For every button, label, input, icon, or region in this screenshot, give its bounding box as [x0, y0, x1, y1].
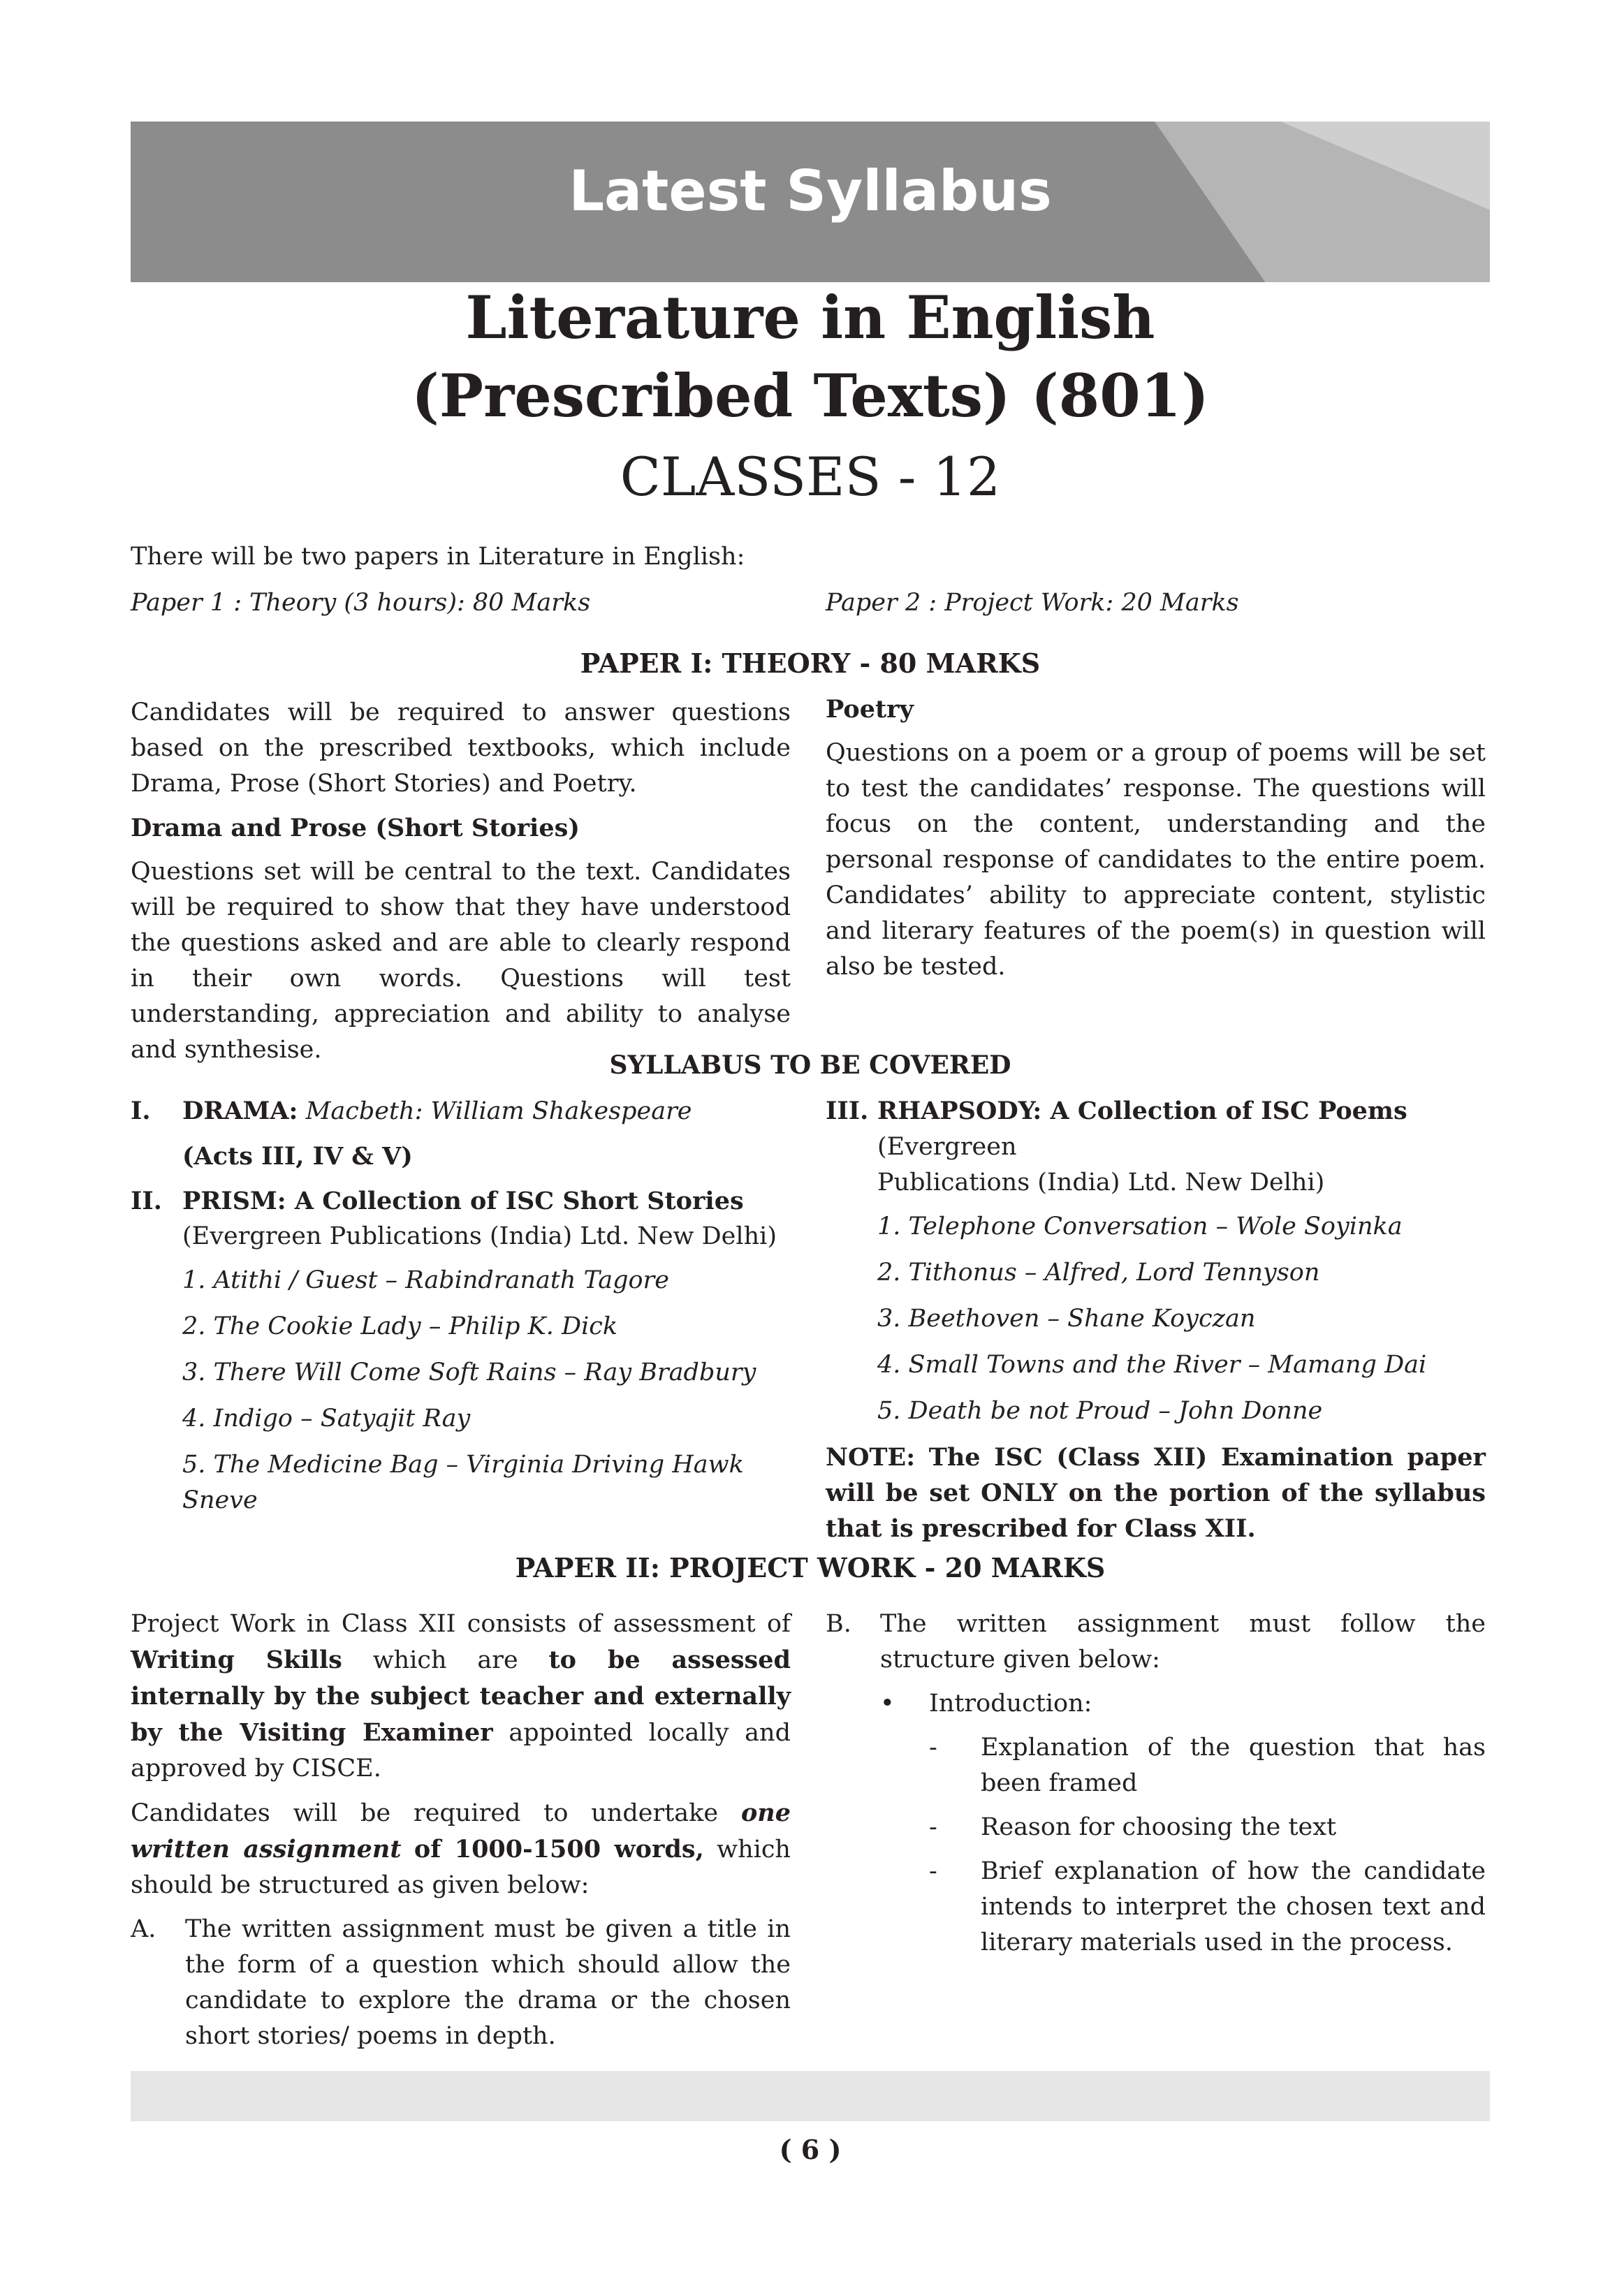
project-work-paragraph: [131, 1606, 791, 1787]
page-number: ( 6 ): [779, 2134, 842, 2165]
list-item: [929, 1854, 1486, 1961]
list-item: 2. Tithonus – Alfred, Lord Tennyson: [877, 1259, 1320, 1287]
list-item: 1. Atithi / Guest – Rabindranath Tagore: [182, 1266, 669, 1294]
item-b-text: The written assignment must follow the structure given below:: [880, 1610, 1486, 1674]
drama-acts-text: (Acts III, IV & V): [182, 1142, 413, 1171]
footer-bar: [131, 2071, 1490, 2121]
rhapsody-publisher-b: Publications (India) Ltd. New Delhi): [877, 1169, 1325, 1196]
dash-mark: -: [929, 1857, 937, 1885]
rhapsody-publisher-a: (Evergreen: [877, 1133, 1017, 1161]
prism-label: PRISM: A Collection of ISC Short Stories: [182, 1187, 744, 1215]
assignment-emphasis: one written assignment: [131, 1799, 791, 1864]
bullet-mark: •: [880, 1690, 895, 1718]
list-item: [929, 1730, 1486, 1801]
prism-number: II.: [131, 1187, 162, 1215]
dash-mark: -: [929, 1734, 937, 1762]
project-text-a: Project Work in Class XII consists of assessment of: [131, 1610, 791, 1638]
paper1-marks: Paper 1 : Theory (3 hours): 80 Marks: [131, 589, 591, 617]
introduction-bullet: [880, 1686, 1486, 1722]
list-item: 5. The Medicine Bag – Virginia Driving Hawk Sneve: [182, 1451, 744, 1514]
drama-number: I.: [131, 1097, 151, 1125]
paper2-marks: Paper 2 : Project Work: 20 Marks: [826, 589, 1239, 617]
paper2-left-column: [131, 1606, 791, 2063]
rhapsody-label: RHAPSODY: A Collection of ISC Poems: [877, 1097, 1407, 1125]
assignment-text-d: which should be structured as given below:: [131, 1836, 791, 1899]
list-item: 4. Indigo – Satyajit Ray: [182, 1405, 471, 1433]
list-item: 5. Death be not Proud – John Donne: [877, 1397, 1323, 1425]
dash-text: Reason for choosing the text: [981, 1813, 1337, 1841]
list-item: [929, 1810, 1486, 1845]
list-item: 1. Telephone Conversation – Wole Soyinka: [877, 1213, 1403, 1240]
drama-title: Macbeth: William Shakespeare: [305, 1097, 692, 1125]
dash-text: Brief explanation of how the candidate intends to interpret the chosen text and literary materials used in the process.: [981, 1857, 1486, 1956]
drama-label: DRAMA:: [182, 1097, 298, 1125]
word-count-text: of 1000-1500 words,: [414, 1835, 704, 1864]
item-a-text: The written assignment must be given a title in the form of a question which should allow the candidate to explore the drama or the chosen short stories/ poems in depth.: [185, 1915, 791, 2050]
banner-title: Latest Syllabus: [569, 159, 1052, 224]
document-subtitle: (Prescribed Texts) (801): [411, 361, 1209, 430]
paper2-heading: PAPER II: PROJECT WORK - 20 MARKS: [515, 1552, 1106, 1583]
prism-item: [131, 1183, 791, 1254]
rhapsody-poem-list: [877, 1209, 1486, 1429]
syllabus-right-column: [826, 1093, 1486, 1546]
poetry-subheading: Poetry: [826, 695, 914, 724]
prism-publisher: (Evergreen Publications (India) Ltd. New Delhi): [182, 1222, 777, 1250]
item-b-label: B.: [826, 1610, 851, 1638]
drama-item: [131, 1093, 791, 1129]
list-item: 2. The Cookie Lady – Philip K. Dick: [182, 1312, 618, 1340]
assessment-text: to be assessed internally by the subject teacher and externally by the Visiting Examiner: [131, 1646, 791, 1747]
project-text-e: appointed locally and approved by CISCE.: [131, 1719, 791, 1782]
paper1-intro-paragraph: Candidates will be required to answer questions based on the prescribed textbooks, which include Drama, Prose (Short Stories) and Poetry.: [131, 698, 791, 798]
syllabus-note: NOTE: The ISC (Class XII) Examination paper will be set ONLY on the portion of the syllabus that is prescribed for Class XII.: [826, 1443, 1486, 1543]
drama-acts: [131, 1139, 791, 1174]
list-item: 4. Small Towns and the River – Mamang Dai: [877, 1351, 1427, 1379]
poetry-paragraph: Questions on a poem or a group of poems will be set to test the candidates’ response. The questions will focus on the content, understanding and the personal response of candidates to the entire poem. Candidates’ ability to appreciate content, stylistic and literary features of the poem(s) in question will also be tested.: [826, 739, 1486, 981]
header-banner: [131, 122, 1490, 282]
intro-text: There will be two papers in Literature in English:: [131, 543, 745, 571]
syllabus-heading: SYLLABUS TO BE COVERED: [609, 1051, 1011, 1080]
introduction-text: Introduction:: [929, 1690, 1092, 1718]
list-item: 3. There Will Come Soft Rains – Ray Bradbury: [182, 1359, 756, 1386]
paper1-right-column: [826, 691, 1486, 993]
paper1-heading: PAPER I: THEORY - 80 MARKS: [580, 647, 1041, 679]
rhapsody-item: [826, 1093, 1486, 1201]
dash-text: Explanation of the question that has been framed: [981, 1734, 1486, 1797]
dash-mark: -: [929, 1813, 937, 1841]
drama-prose-subheading: Drama and Prose (Short Stories): [131, 814, 580, 842]
paper2-right-column: [826, 1606, 1486, 1969]
prism-story-list: [182, 1263, 791, 1518]
list-item: 3. Beethoven – Shane Koyczan: [877, 1305, 1256, 1333]
paper1-left-column: [131, 695, 791, 1076]
class-heading: CLASSES - 12: [620, 446, 1001, 508]
writing-skills-text: Writing Skills: [131, 1646, 342, 1674]
item-a-label: A.: [131, 1915, 156, 1943]
assignment-text-a: Candidates will be required to undertake: [131, 1799, 719, 1827]
project-text-c: which are: [372, 1646, 518, 1674]
item-a: [131, 1912, 791, 2054]
syllabus-left-column: [131, 1093, 791, 1529]
item-b: [826, 1606, 1486, 1678]
document-title: Literature in English: [465, 283, 1155, 352]
assignment-paragraph: [131, 1795, 791, 1903]
drama-prose-paragraph: Questions set will be central to the text. Candidates will be required to show that they have understood the questions asked and are able to clearly respond in their own words. Questions will test understanding, appreciation and ability to analyse and synthesise.: [131, 858, 791, 1064]
rhapsody-number: III.: [826, 1097, 869, 1125]
